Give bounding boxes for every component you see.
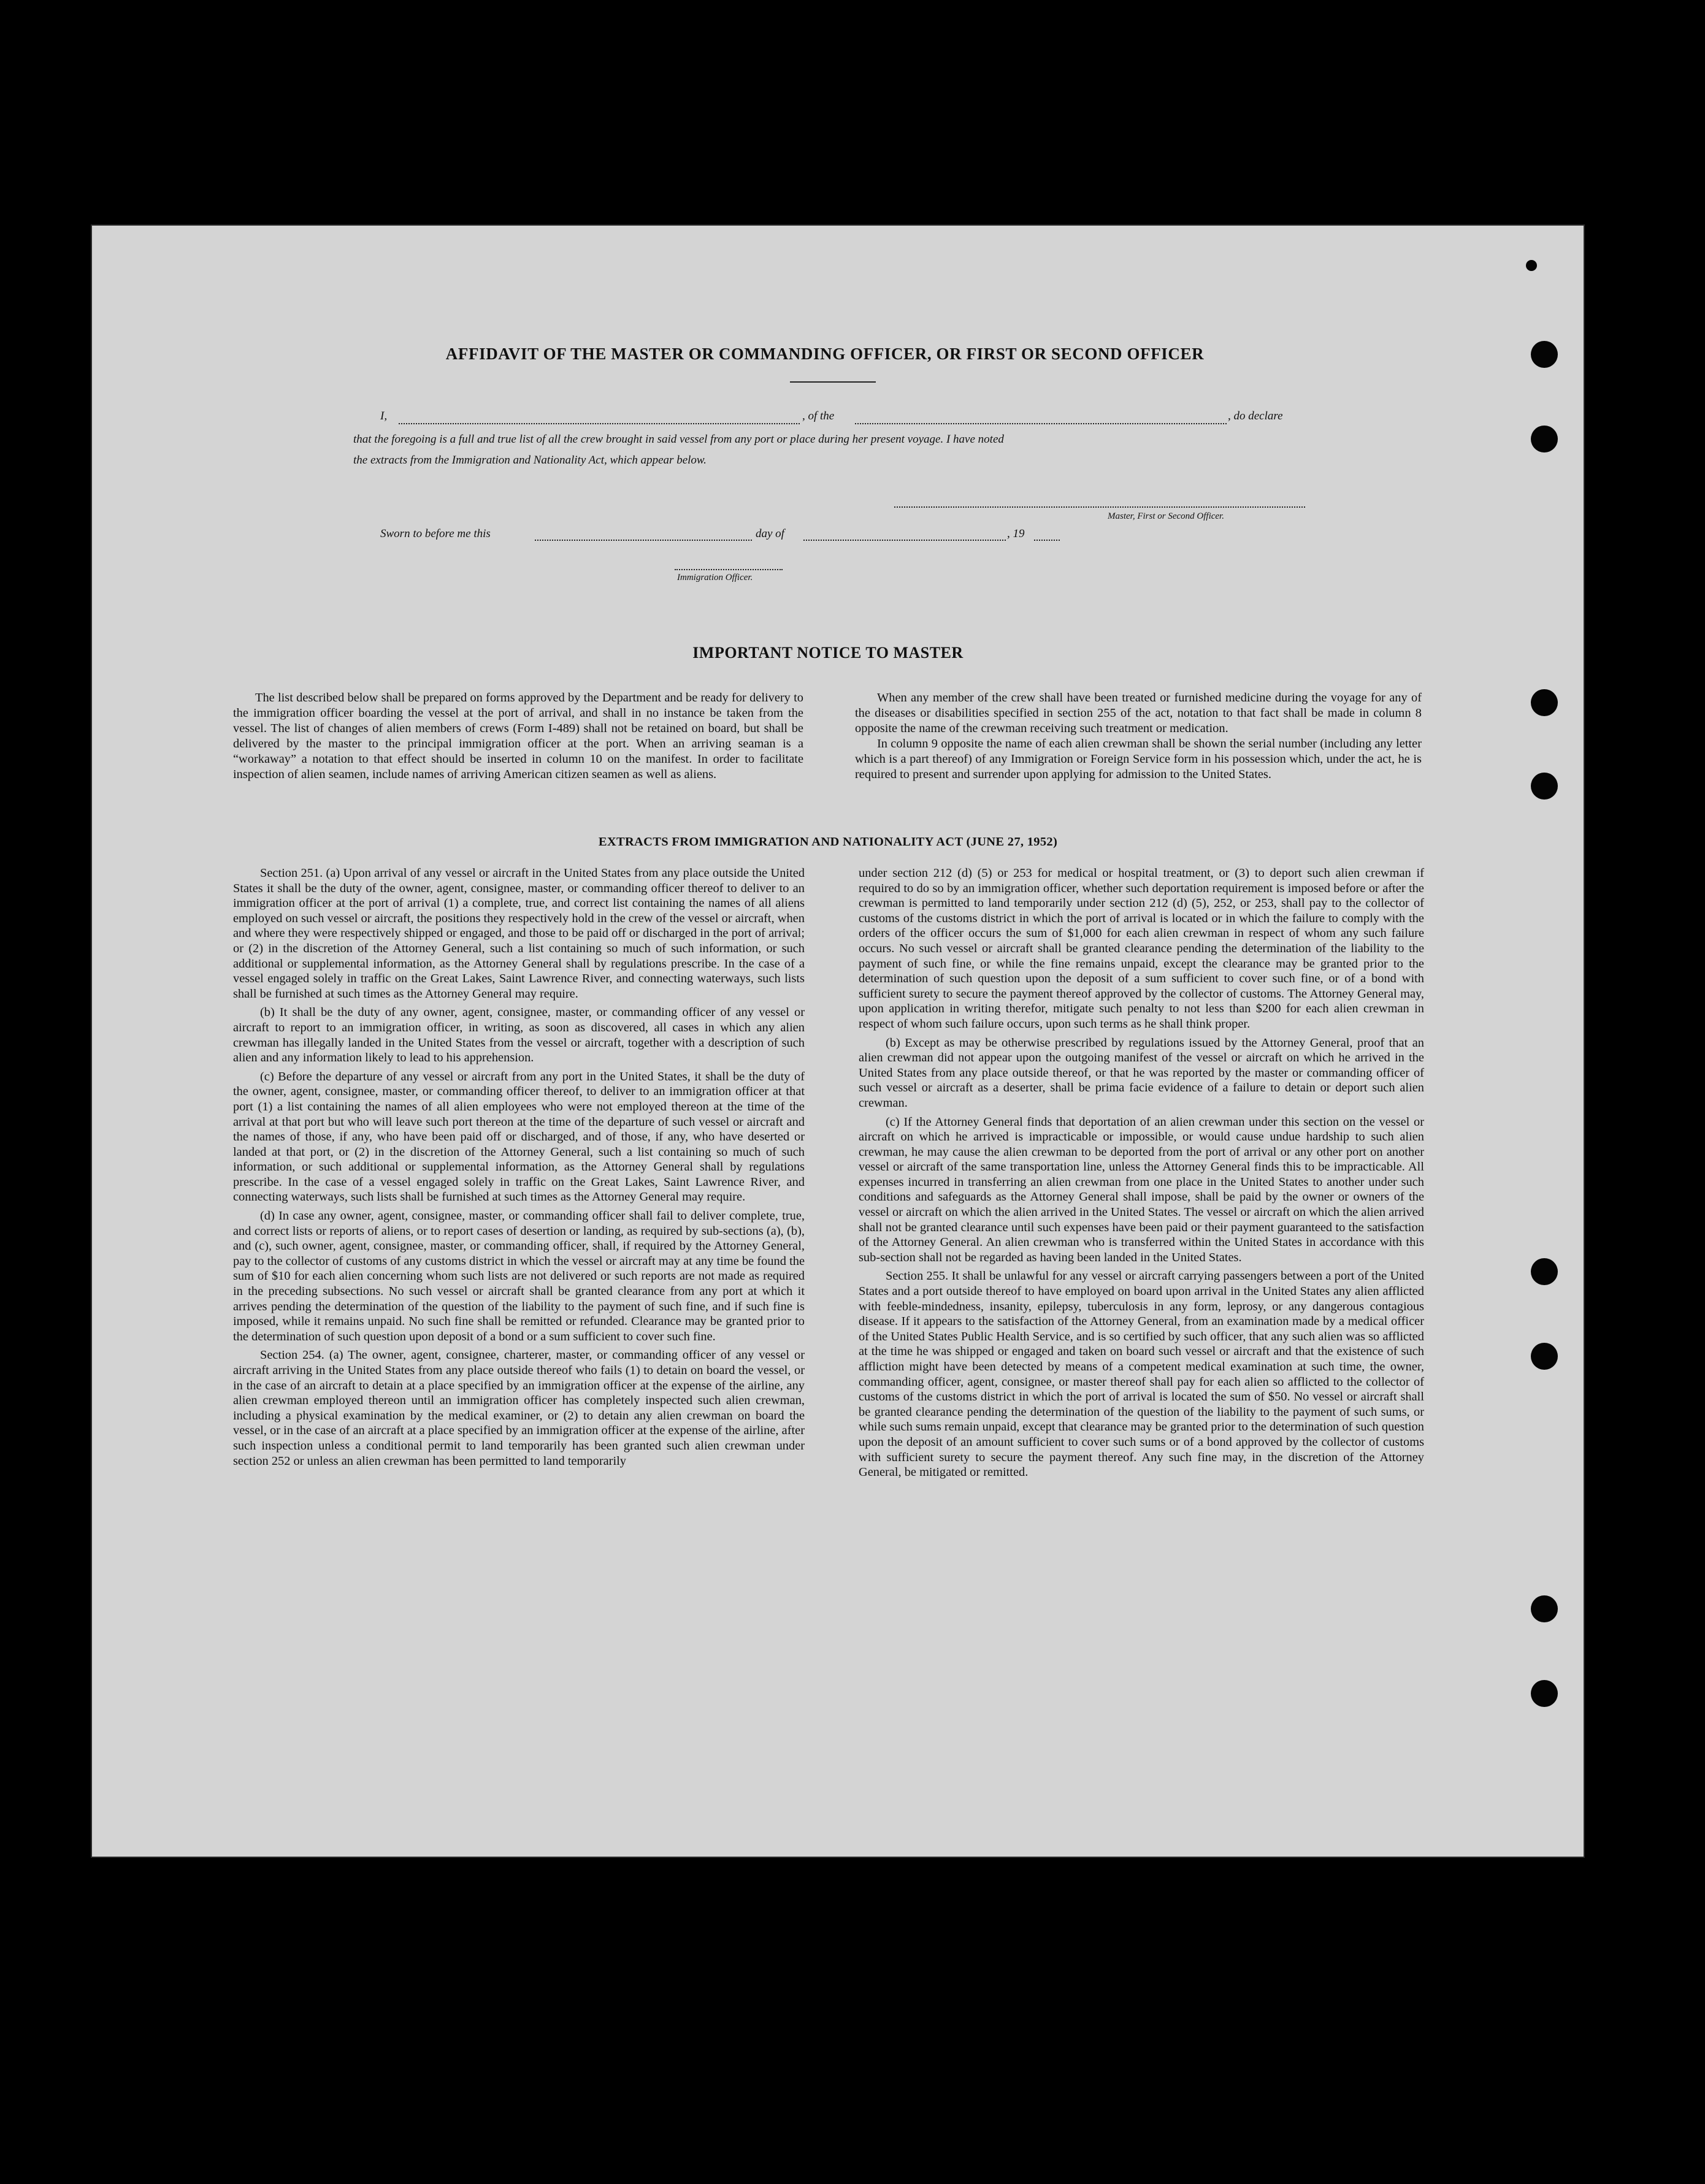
extract-paragraph: (c) Before the departure of any vessel or aircraft from any port in the United States, it shall be the duty of the owner, agent, consignee, master, or commanding officer thereof, to deliver to an immigration officer at that port (1) a list containing the names of all alien employees who were not employed thereon at the time of the arrival at that port but who will leave such port thereon at the time of the departure of such vessel or aircraft and the names of those, if any, who have been paid off or discharged, and of those, if any, who have deserted or landed at that port, or (2) in the discretion of the Attorney General, such a list containing so much of such information, or such additional or supplemental information, as the Attorney General shall by regulations prescribe. In the case of a vessel engaged solely in traffic on the Great Lakes, Saint Lawrence River, and connecting waterways, such lists shall be furnished at such times as the Attorney General may require. xyxy=(233,1069,805,1204)
extract-paragraph: (b) Except as may be otherwise prescribed by regulations issued by the Attorney General, proof that an alien crewman did not appear upon the outgoing manifest of the vessel or aircraft on which he arrived in the United States from any place outside thereof, or that he was reported by the master or commanding officer of such vessel or aircraft as a deserter, shall be prima facie evidence of a failure to detain or deport such alien crewman. xyxy=(859,1036,1424,1110)
binder-hole xyxy=(1531,773,1558,800)
affidavit-body-line: that the foregoing is a full and true list of all the crew brought in said vessel from any port or place during her present voyage. I have noted xyxy=(353,433,1004,446)
binder-hole xyxy=(1531,1680,1558,1707)
notice-heading: IMPORTANT NOTICE TO MASTER xyxy=(692,644,964,662)
extract-paragraph: under section 212 (d) (5) or 253 for medical or hospital treatment, or (3) to deport such alien crewman if required to do so by an immigration officer, whether such deportation requirement is imposed before or after the crewman is permitted to land temporarily under section 212 (d) (5), 252, or 253, shall pay to the collector of customs of the customs district in which the port of arrival is located or in which the failure to comply with the orders of the officer occurs the sum of $1,000 for each alien crewman in respect of whom any such failure occurs. No such vessel or aircraft shall be granted clearance pending the determination of the liability to the payment of such fine, or while the fine remains unpaid, except the clearance may be granted prior to the determination of such question upon the deposit of a sum sufficient to cover such fine, or of a bond with sufficient surety to secure the payment thereof approved by the collector of customs. The Attorney General may, upon application in writing therefor, mitigate such penalty to not less than $200 for each alien crewman in respect of whom such failure occurs, upon such terms as he shall think proper. xyxy=(859,866,1424,1031)
notice-right-column xyxy=(855,690,1422,782)
binder-hole xyxy=(1531,1595,1558,1622)
declarant-label: I, xyxy=(380,410,388,422)
declare-label: , do declare xyxy=(1228,410,1283,422)
extract-paragraph: Section 254. (a) The owner, agent, consignee, charterer, master, or commanding officer of any vessel or aircraft arriving in the United States from any place outside thereof who fails (1) to detain on board the vessel, or in the case of an aircraft to detain at a place specified by an immigration officer at the expense of the airline, any alien crewman employed thereon until an immigration officer has completely inspected such alien crewman, including a physical examination by the medical examiner, or (2) to detain any alien crewman on board the vessel, or in the case of an aircraft at a place specified by an immigration officer at the expense of the airline, after such inspection unless a conditional permit to land temporarily has been granted such alien crewman under section 252 or unless an alien crewman has been permitted to land temporarily xyxy=(233,1348,805,1468)
extract-paragraph: (b) It shall be the duty of any owner, agent, consignee, master, or commanding officer of any vessel or aircraft to report to an immigration officer, in writing, as soon as discovered, all cases in which any alien crewman has illegally landed in the United States from the vessel or aircraft, together with a description of such alien and any information likely to lead to his apprehension. xyxy=(233,1006,805,1065)
declarant-name-field[interactable] xyxy=(399,423,800,424)
title-underline xyxy=(790,381,876,383)
notice-text: The list described below shall be prepared on forms approved by the Department and be ready for delivery to the immigration officer boarding the vessel at the port of arrival, and shall in no instance be taken from the vessel. The list of changes of alien members of crews (Form I-489) shall not be retained on board, but shall be delivered by the master to the principal immigration officer at the port. When an arriving seaman is a “workaway” a notation to that effect should be inserted in column 10 on the manifest. In order to facilitate inspection of alien seamen, include names of arriving American citizen seamen as well as aliens. xyxy=(233,691,803,781)
master-caption: Master, First or Second Officer. xyxy=(1108,511,1224,521)
affidavit-body-line: the extracts from the Immigration and Nationality Act, which appear below. xyxy=(353,454,707,467)
notice-text: In column 9 opposite the name of each alien crewman shall be shown the serial number (including any letter which is a part thereof) of any Immigration or Foreign Service form in his possession which, under the act, he is required to present and surrender upon applying for admission to the United States. xyxy=(855,737,1422,781)
officer-caption: Immigration Officer. xyxy=(677,573,753,582)
extract-paragraph: Section 251. (a) Upon arrival of any vessel or aircraft in the United States from any place outside the United States it shall be the duty of the owner, agent, consignee, master, or commanding officer thereof to deliver to an immigration officer at the port of arrival (1) a complete, true, and correct list containing the names of all aliens employed on such vessel or aircraft, the positions they respectively hold in the crew of the vessel or aircraft, when and where they were respectively shipped or engaged, and those to be paid off or discharged in the port of arrival; or (2) in the discretion of the Attorney General, such a list containing so much of such information, or such additional or supplemental information, as the Attorney General shall by regulations prescribe. In the case of a vessel engaged solely in traffic on the Great Lakes, Saint Lawrence River, and connecting waterways, such lists shall be furnished at such times as the Attorney General may require. xyxy=(233,866,805,1001)
binder-hole xyxy=(1531,1258,1558,1285)
extract-paragraph: (d) In case any owner, agent, consignee, master, or commanding officer shall fail to deliver complete, true, and correct lists or reports of aliens, or to report cases of desertion or landing, as required by sub-sections (a), (b), and (c), such owner, agent, consignee, master, or commanding officer, shall, if required by the Attorney General, pay to the collector of customs of any customs district in which the vessel or aircraft may at any time be found the sum of $10 for each alien concerning whom such lists are not delivered or such reports are not made as required in the preceding subsections. No such vessel or aircraft shall be granted clearance from any port at which it arrives pending the determination of the question of the liability to the payment of such fine, and if such fine is imposed, while it remains unpaid. No such fine shall be remitted or refunded. Clearance may be granted prior to the determination of such question upon deposit of a bond or a sum sufficient to cover such fine. xyxy=(233,1209,805,1343)
extract-paragraph: (c) If the Attorney General finds that deportation of an alien crewman under this section on the vessel or aircraft on which he arrived is impracticable or impossible, or would cause undue hardship to such alien crewman, he may cause the alien crewman to be deported from the port of arrival or any other port on another vessel or aircraft of the same transportation line, unless the Attorney General finds this to be impracticable. All expenses incurred in transferring an alien crewman from one place in the United States to another under such conditions and safeguards as the Attorney General shall impose, shall be paid by the owner or owners of the vessel or aircraft on which the alien arrived in the United States. The vessel or aircraft on which the alien arrived shall not be granted clearance until such expenses have been paid or their payment guaranteed to the satisfaction of the Attorney General. An alien crewman who is transferred within the United States in accordance with this sub-section shall not be regarded as having been landed in the United States. xyxy=(859,1115,1424,1264)
affidavit-title: AFFIDAVIT OF THE MASTER OR COMMANDING OFFICER, OR FIRST OR SECOND OFFICER xyxy=(445,345,1205,363)
master-signature-field[interactable] xyxy=(894,506,1305,508)
extract-paragraph: Section 255. It shall be unlawful for any vessel or aircraft carrying passengers between a port of the United States and a port outside thereof to have employed on board upon arrival in the United States any alien afflicted with feeble-mindedness, insanity, epilepsy, tuberculosis in any form, leprosy, or any dangerous contagious disease. If it appears to the satisfaction of the Attorney General, from an examination made by a medical officer of the United States Public Health Service, and is so certified by such officer, that any such alien was so afflicted at the time he was shipped or engaged and taken on board such vessel or aircraft and that the existence of such affliction might have been detected by means of a competent medical examination at such time, the owner, commanding officer, agent, consignee, or master thereof shall pay for each alien so afflicted to the collector of customs of the customs district in which the port of arrival is located the sum of $50. No vessel or aircraft shall be granted clearance pending the determination of the question of the liability to the payment of such sums, or while such sums remain unpaid, except that clearance may be granted prior to the determination of such question upon the deposit of an amount sufficient to cover such sums or of a bond approved by the collector of customs with sufficient surety to secure the payment thereof. Any such fine may, in the discretion of the Attorney General, be mitigated or remitted. xyxy=(859,1269,1424,1480)
extracts-right-column xyxy=(859,866,1424,1484)
binder-hole-small xyxy=(1526,260,1537,271)
extracts-heading: EXTRACTS FROM IMMIGRATION AND NATIONALITY ACT (JUNE 27, 1952) xyxy=(598,835,1058,849)
vessel-name-field[interactable] xyxy=(855,423,1227,424)
sworn-month-field[interactable] xyxy=(803,540,1006,541)
year-label: , 19 xyxy=(1007,527,1025,540)
vessel-label: , of the xyxy=(802,410,835,422)
officer-signature-field[interactable] xyxy=(675,569,783,570)
sworn-day-field[interactable] xyxy=(535,540,752,541)
binder-hole xyxy=(1531,1343,1558,1370)
sworn-label: Sworn to before me this xyxy=(380,527,491,540)
binder-hole xyxy=(1531,341,1558,368)
notice-text: When any member of the crew shall have been treated or furnished medicine during the voyage for any of the diseases or disabilities specified in section 255 of the act, notation to that fact shall be made in column 8 opposite the name of the crewman receiving such treatment or medication. xyxy=(855,691,1422,735)
day-of-label: day of xyxy=(756,527,784,540)
binder-hole xyxy=(1531,426,1558,452)
notice-left-paragraph xyxy=(233,690,803,782)
sworn-year-field[interactable] xyxy=(1034,540,1060,541)
extracts-left-column xyxy=(233,866,805,1472)
binder-hole xyxy=(1531,689,1558,716)
